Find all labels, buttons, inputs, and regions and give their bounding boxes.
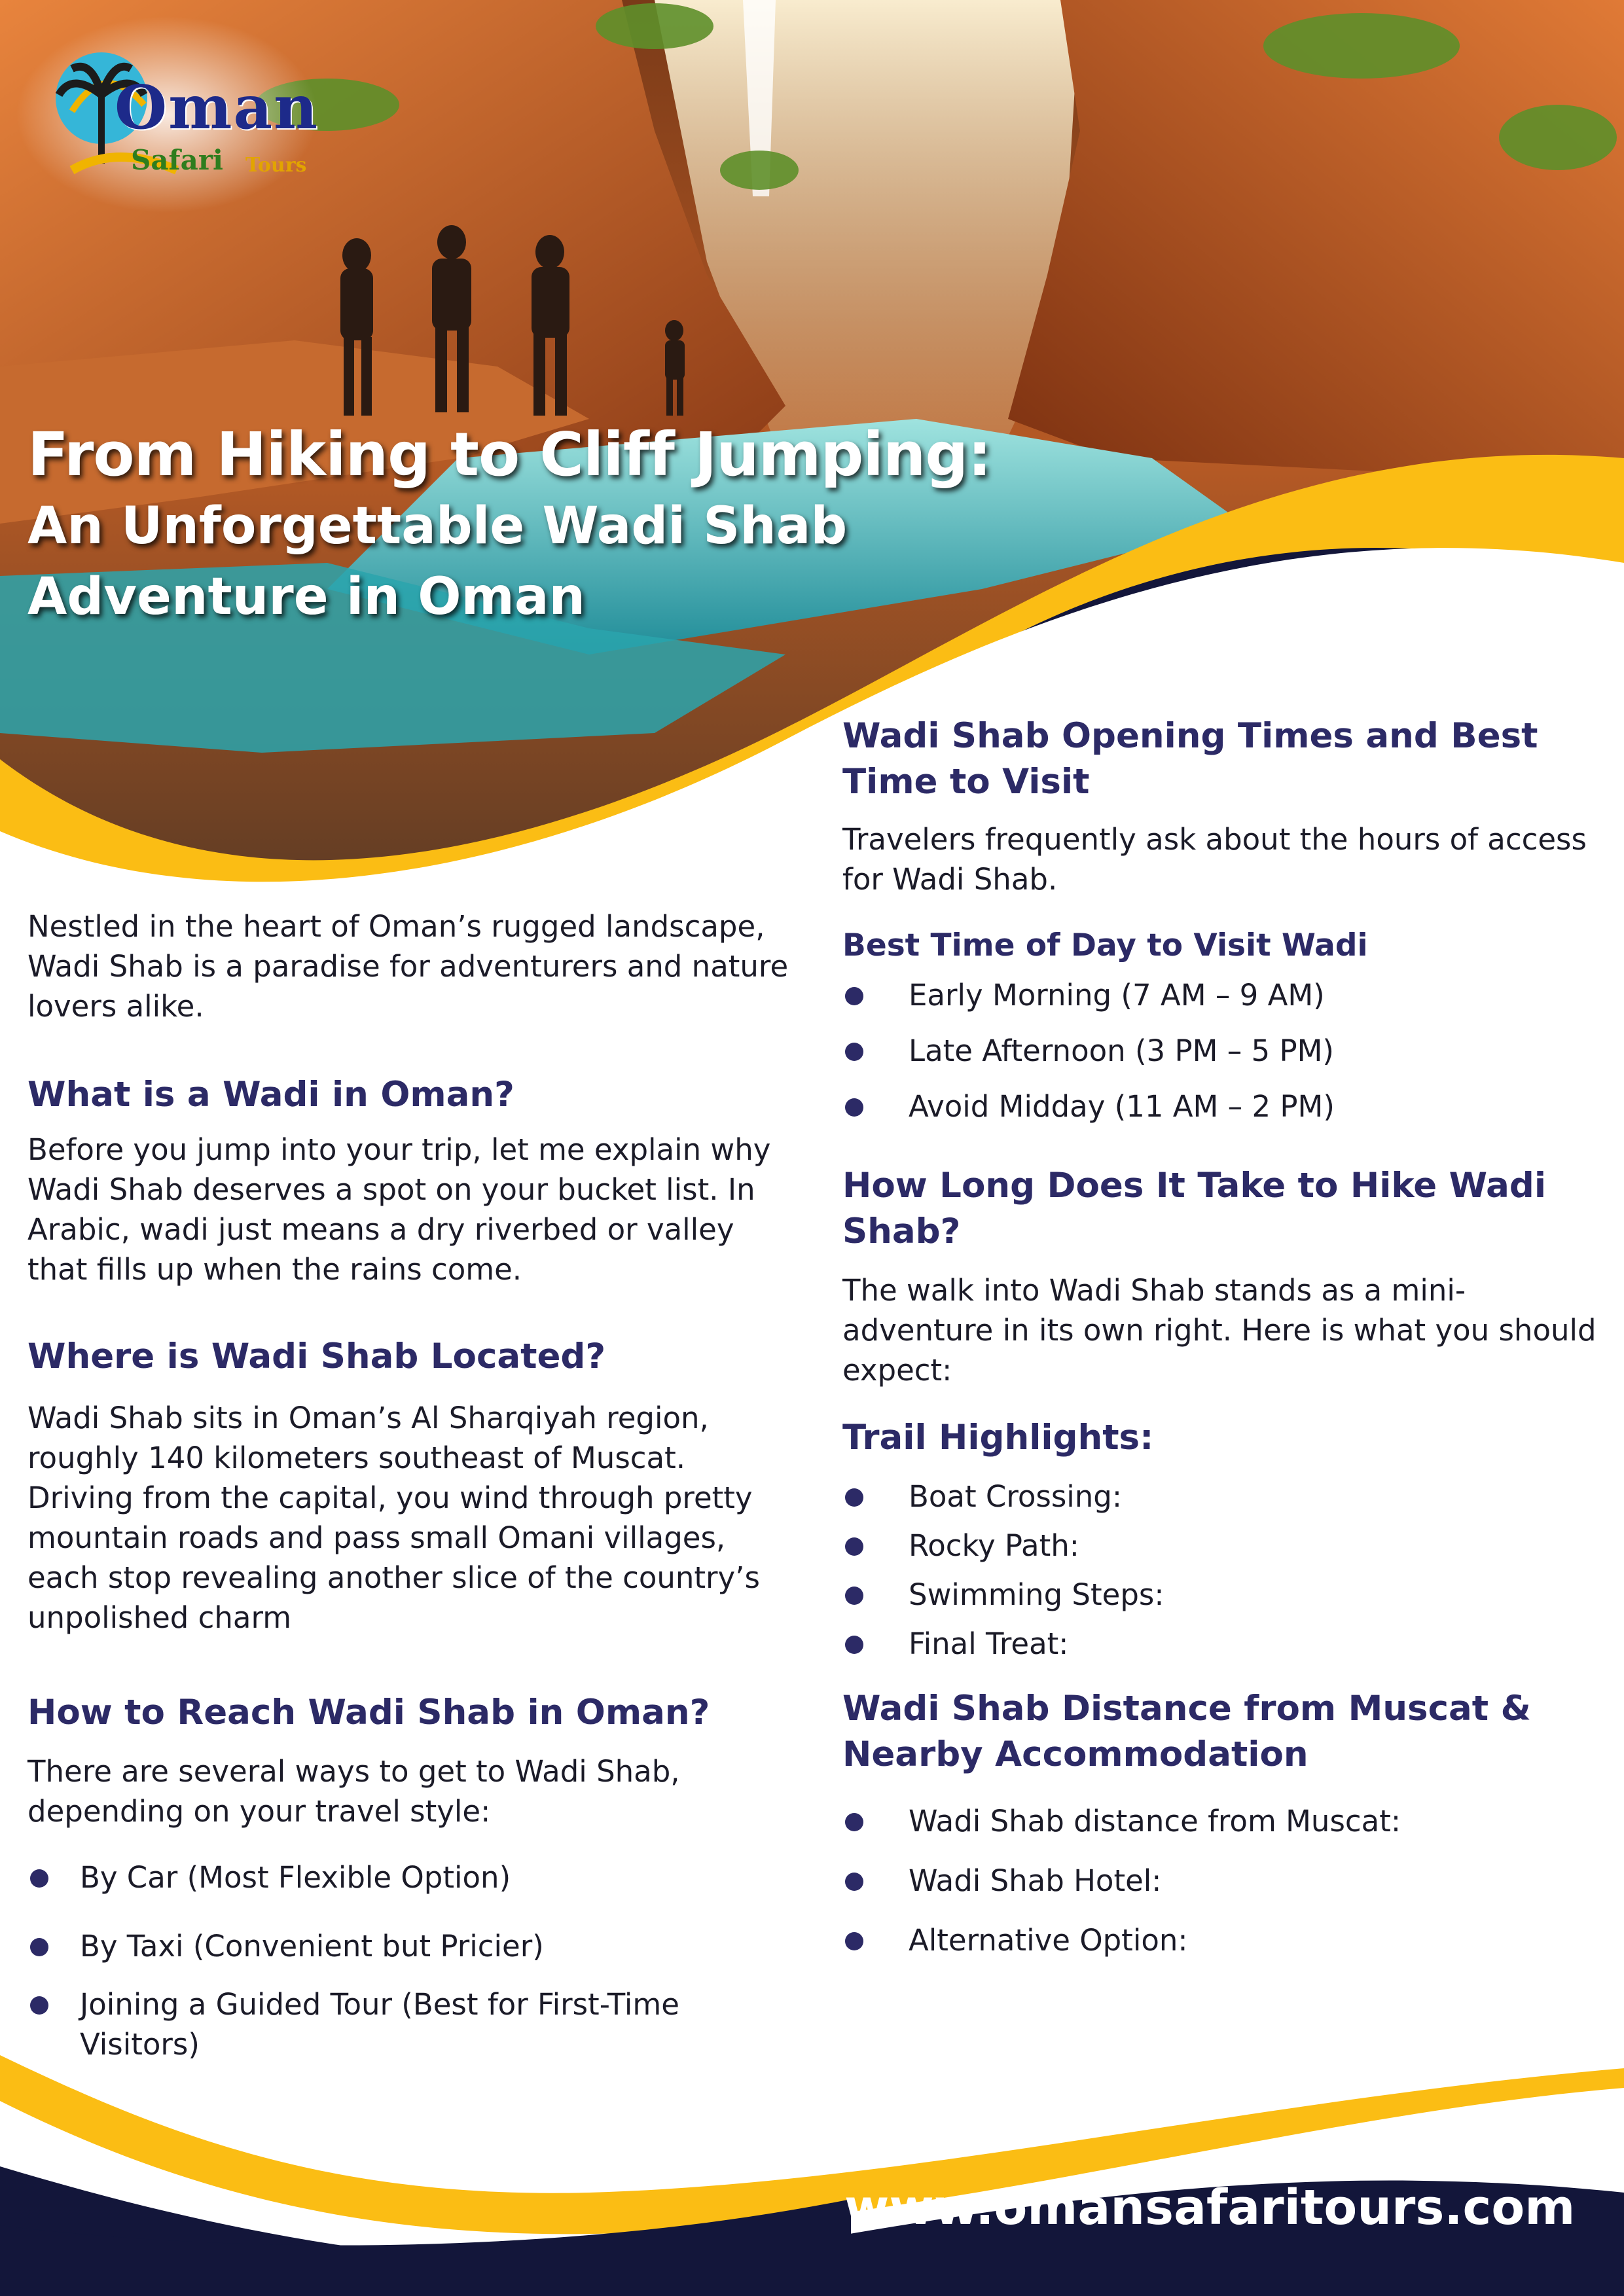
section-heading-opening-times: Wadi Shab Opening Times and Best Time to Visit — [842, 716, 1538, 802]
section-heading-how-to-reach: How to Reach Wadi Shab in Oman? — [27, 1693, 710, 1732]
bullet-icon — [30, 1996, 48, 2015]
list-item: Boat Crossing: — [842, 1477, 1602, 1516]
logo-subtext-tours: Tours — [245, 154, 307, 177]
page-title — [27, 419, 1075, 632]
list-item: Joining a Guided Tour (Best for First-Time Visitors) — [27, 1984, 800, 2064]
section-text-location: Wadi Shab sits in Oman’s Al Sharqiyah region, roughly 140 kilometers southeast of Muscat. Driving from the capital, you wind through pretty mountain roads and pass small Omani villages, each stop revealing another slice of the country’s unpolished charm — [27, 1401, 760, 1635]
bullet-icon — [845, 1098, 863, 1117]
section-heading-trail-highlights: Trail Highlights: — [842, 1418, 1154, 1458]
website-url[interactable]: www.omansafaritours.com — [844, 2179, 1576, 2236]
logo-subtext: Safari — [131, 144, 223, 176]
list-item: By Car (Most Flexible Option) — [27, 1857, 800, 1897]
section-text-how-to-reach: There are several ways to get to Wadi Shab, depending on your travel style: — [27, 1754, 680, 1829]
distance-list — [842, 1801, 1602, 1960]
list-item: Final Treat: — [842, 1624, 1602, 1664]
section-heading-distance: Wadi Shab Distance from Muscat & Nearby Accommodation — [842, 1689, 1531, 1774]
list-item: Alternative Option: — [842, 1920, 1602, 1960]
title-line-2: An Unforgettable Wadi Shab Adventure in Oman — [27, 497, 848, 626]
section-heading-location: Where is Wadi Shab Located? — [27, 1336, 606, 1376]
list-item: Early Morning (7 AM – 9 AM) — [842, 975, 1602, 1015]
bullet-icon — [845, 1537, 863, 1556]
list-item: Wadi Shab Hotel: — [842, 1861, 1602, 1901]
list-item: Rocky Path: — [842, 1526, 1602, 1566]
footer-wave — [0, 2029, 1624, 2296]
list-item: By Taxi (Convenient but Pricier) — [27, 1926, 800, 1966]
section-heading-what-is-wadi: What is a Wadi in Oman? — [27, 1075, 514, 1115]
section-text-what-is-wadi: Before you jump into your trip, let me explain why Wadi Shab deserves a spot on your bucket list. In Arabic, wadi just means a dry riverbed or valley that fills up when the rains come. — [27, 1132, 771, 1287]
bullet-icon — [30, 1938, 48, 1956]
left-column — [27, 906, 800, 2064]
subheading-best-time: Best Time of Day to Visit Wadi — [842, 927, 1368, 963]
intro-paragraph: Nestled in the heart of Oman’s rugged landscape, Wadi Shab is a paradise for adventurers and nature lovers alike. — [27, 909, 789, 1024]
section-text-hike-duration: The walk into Wadi Shab stands as a mini-adventure in its own right. Here is what you should expect: — [842, 1273, 1597, 1388]
bullet-icon — [845, 1043, 863, 1061]
list-item: Wadi Shab distance from Muscat: — [842, 1801, 1602, 1841]
bullet-icon — [845, 1813, 863, 1831]
bullet-icon — [845, 1873, 863, 1891]
logo-text: Oman — [115, 72, 319, 143]
oman-safari-tours-logo — [46, 33, 319, 196]
bullet-icon — [30, 1869, 48, 1888]
bullet-icon — [845, 1636, 863, 1654]
section-heading-hike-duration: How Long Does It Take to Hike Wadi Shab? — [842, 1166, 1547, 1251]
bullet-icon — [845, 1587, 863, 1605]
list-item: Swimming Steps: — [842, 1575, 1602, 1615]
right-column — [842, 713, 1602, 1960]
trail-highlights-list — [842, 1477, 1602, 1664]
title-line-1: From Hiking to Cliff Jumping: — [27, 420, 992, 490]
best-time-list — [842, 975, 1602, 1126]
list-item: Late Afternoon (3 PM – 5 PM) — [842, 1031, 1602, 1071]
bullet-icon — [845, 987, 863, 1005]
bullet-icon — [845, 1932, 863, 1950]
section-text-opening-times: Travelers frequently ask about the hours of access for Wadi Shab. — [842, 822, 1587, 897]
list-item: Avoid Midday (11 AM – 2 PM) — [842, 1086, 1602, 1126]
bullet-icon — [845, 1488, 863, 1507]
